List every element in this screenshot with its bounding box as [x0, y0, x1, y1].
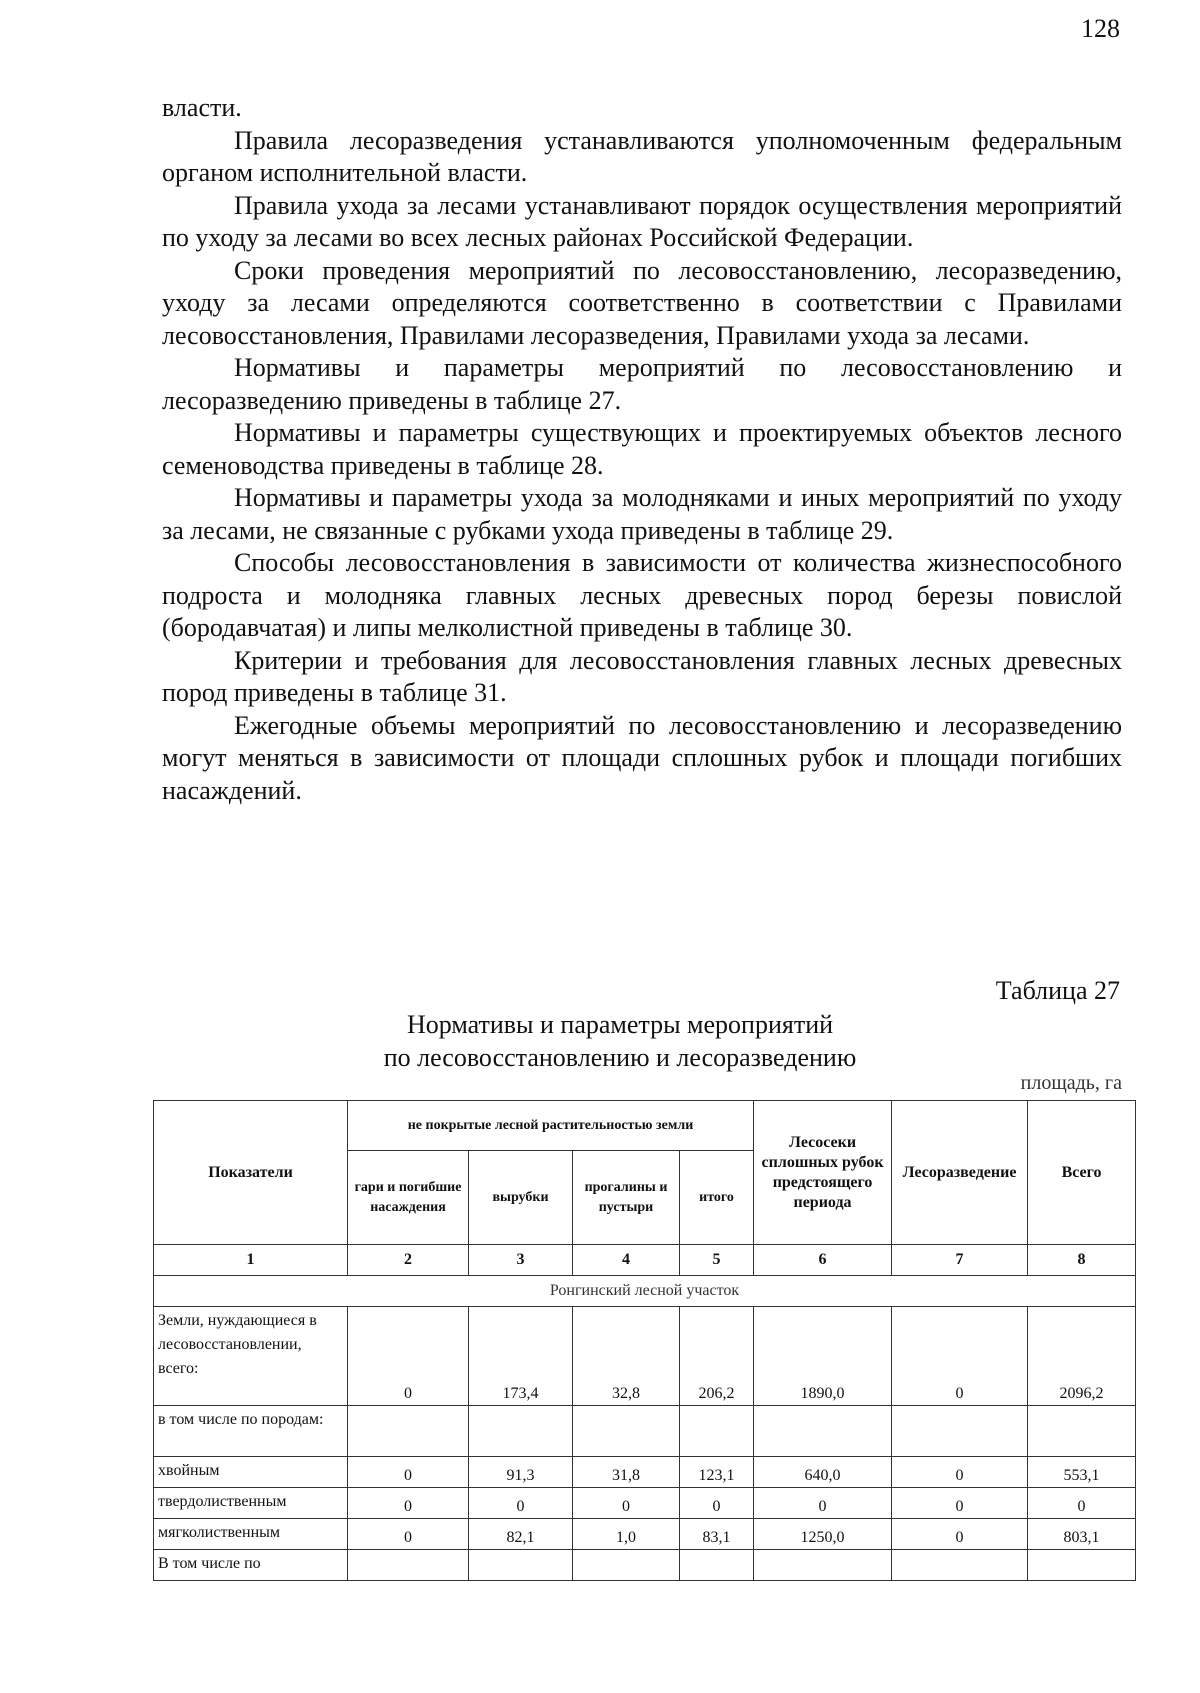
- column-number: 5: [680, 1245, 754, 1276]
- body-text: [162, 92, 1122, 807]
- table-title-line: по лесовосстановлению и лесоразведению: [383, 1043, 857, 1072]
- row-label: мягколиственным: [154, 1519, 348, 1550]
- page-number: 128: [1081, 14, 1120, 43]
- column-number: 2: [348, 1245, 469, 1276]
- table-cell: 640,0: [754, 1457, 892, 1488]
- table-cell: 91,3: [469, 1457, 573, 1488]
- table-cell: [1028, 1406, 1136, 1457]
- table-cell: 1,0: [573, 1519, 680, 1550]
- table-cell: 2096,2: [1028, 1307, 1136, 1406]
- paragraph: Правила лесоразведения устанавливаются уполномоченным федеральным органом исполнительной власти.: [162, 125, 1122, 187]
- table-cell: [754, 1406, 892, 1457]
- table-cell: 0: [1028, 1488, 1136, 1519]
- row-label: В том числе по: [154, 1550, 348, 1581]
- table-title-line: Нормативы и параметры мероприятий: [406, 1010, 834, 1039]
- header-cutting-areas: Лесосеки сплошных рубок предстоящего периода: [754, 1101, 892, 1245]
- table-cell: 1250,0: [754, 1519, 892, 1550]
- paragraph: Правила ухода за лесами устанавливают порядок осуществления мероприятий по уходу за лесами во всех лесных районах Российской Федерации.: [162, 190, 1122, 252]
- header-not-covered: не покрытые лесной растительностью земли: [348, 1101, 754, 1151]
- table-cell: 803,1: [1028, 1519, 1136, 1550]
- column-number: 4: [573, 1245, 680, 1276]
- table-cell: [680, 1550, 754, 1581]
- row-label: Земли, нуждающиеся в лесовосстановлении, всего:: [154, 1307, 348, 1406]
- table-cell: 0: [754, 1488, 892, 1519]
- section-title: Ронгинский лесной участок: [154, 1276, 1136, 1307]
- table-row: [154, 1488, 1136, 1519]
- table-cell: [348, 1406, 469, 1457]
- table-cell: 0: [680, 1488, 754, 1519]
- table-cell: 0: [348, 1307, 469, 1406]
- table-label: Таблица 27: [995, 976, 1120, 1005]
- table-cell: 206,2: [680, 1307, 754, 1406]
- table-row: [154, 1457, 1136, 1488]
- table-cell: 83,1: [680, 1519, 754, 1550]
- header-subtotal: итого: [680, 1151, 754, 1245]
- table-row: [154, 1307, 1136, 1406]
- table-cell: 0: [348, 1457, 469, 1488]
- header-indicators: Показатели: [154, 1101, 348, 1245]
- column-number: 1: [154, 1245, 348, 1276]
- column-number: 8: [1028, 1245, 1136, 1276]
- row-label: твердолиственным: [154, 1488, 348, 1519]
- table-cell: 0: [892, 1519, 1028, 1550]
- table-row: [154, 1519, 1136, 1550]
- paragraph: Нормативы и параметры мероприятий по лесовосстановлению и лесоразведению приведены в таблице 27.: [162, 353, 1122, 415]
- table-cell: [469, 1406, 573, 1457]
- table-cell: 0: [573, 1488, 680, 1519]
- column-number: 7: [892, 1245, 1028, 1276]
- paragraph: Нормативы и параметры ухода за молодняками и иных мероприятий по уходу за лесами, не связанные с рубками ухода приведены в таблице 29.: [162, 483, 1122, 545]
- table-cell: [348, 1550, 469, 1581]
- table-title: [300, 1008, 940, 1074]
- table-cell: 0: [469, 1488, 573, 1519]
- header-burned: гари и погибшие насаждения: [348, 1151, 469, 1245]
- header-afforestation: Лесоразведение: [892, 1101, 1028, 1245]
- paragraph: Сроки проведения мероприятий по лесовосстановлению, лесоразведению, уходу за лесами определяются соответственно в соответствии с Правилами лесовосстановления, Правилами лесоразведения, Правилами ухода за лесами.: [162, 255, 1122, 350]
- paragraph: Способы лесовосстановления в зависимости от количества жизнеспособного подроста и молодняка главных лесных древесных пород березы повислой (бородавчатая) и липы мелколистной приведены в таблице 30.: [162, 548, 1122, 642]
- header-total: Всего: [1028, 1101, 1136, 1245]
- table-row: [154, 1406, 1136, 1457]
- table-cell: 0: [892, 1488, 1028, 1519]
- table-cell: 31,8: [573, 1457, 680, 1488]
- table-row: [154, 1550, 1136, 1581]
- table-cell: [469, 1550, 573, 1581]
- paragraph: власти.: [162, 93, 242, 122]
- table-cell: 123,1: [680, 1457, 754, 1488]
- section-row: [154, 1276, 1136, 1307]
- table-cell: [1028, 1550, 1136, 1581]
- paragraph: Ежегодные объемы мероприятий по лесовосстановлению и лесоразведению могут меняться в зависимости от площади сплошных рубок и площади погибших насаждений.: [162, 710, 1122, 805]
- table-cell: 0: [348, 1519, 469, 1550]
- table-cell: [573, 1550, 680, 1581]
- header-clearings: вырубки: [469, 1151, 573, 1245]
- row-label: хвойным: [154, 1457, 348, 1488]
- table-cell: [680, 1406, 754, 1457]
- column-number: 3: [469, 1245, 573, 1276]
- table-units: площадь, га: [1020, 1072, 1122, 1094]
- table-cell: [754, 1550, 892, 1581]
- table-cell: 0: [348, 1488, 469, 1519]
- table-cell: 0: [892, 1457, 1028, 1488]
- paragraph: Нормативы и параметры существующих и проектируемых объектов лесного семеноводства приведены в таблице 28.: [162, 418, 1122, 480]
- table-cell: [892, 1550, 1028, 1581]
- column-numbers-row: [154, 1245, 1136, 1276]
- table-cell: 0: [892, 1307, 1028, 1406]
- table-cell: 32,8: [573, 1307, 680, 1406]
- norms-table: [153, 1100, 1136, 1581]
- column-number: 6: [754, 1245, 892, 1276]
- table-cell: 553,1: [1028, 1457, 1136, 1488]
- table-cell: [573, 1406, 680, 1457]
- table-cell: 1890,0: [754, 1307, 892, 1406]
- row-label: в том числе по породам:: [154, 1406, 348, 1457]
- table-cell: 173,4: [469, 1307, 573, 1406]
- header-glades: прогалины и пустыри: [573, 1151, 680, 1245]
- table-cell: [892, 1406, 1028, 1457]
- table-cell: 82,1: [469, 1519, 573, 1550]
- paragraph: Критерии и требования для лесовосстановления главных лесных древесных пород приведены в таблице 31.: [162, 645, 1122, 707]
